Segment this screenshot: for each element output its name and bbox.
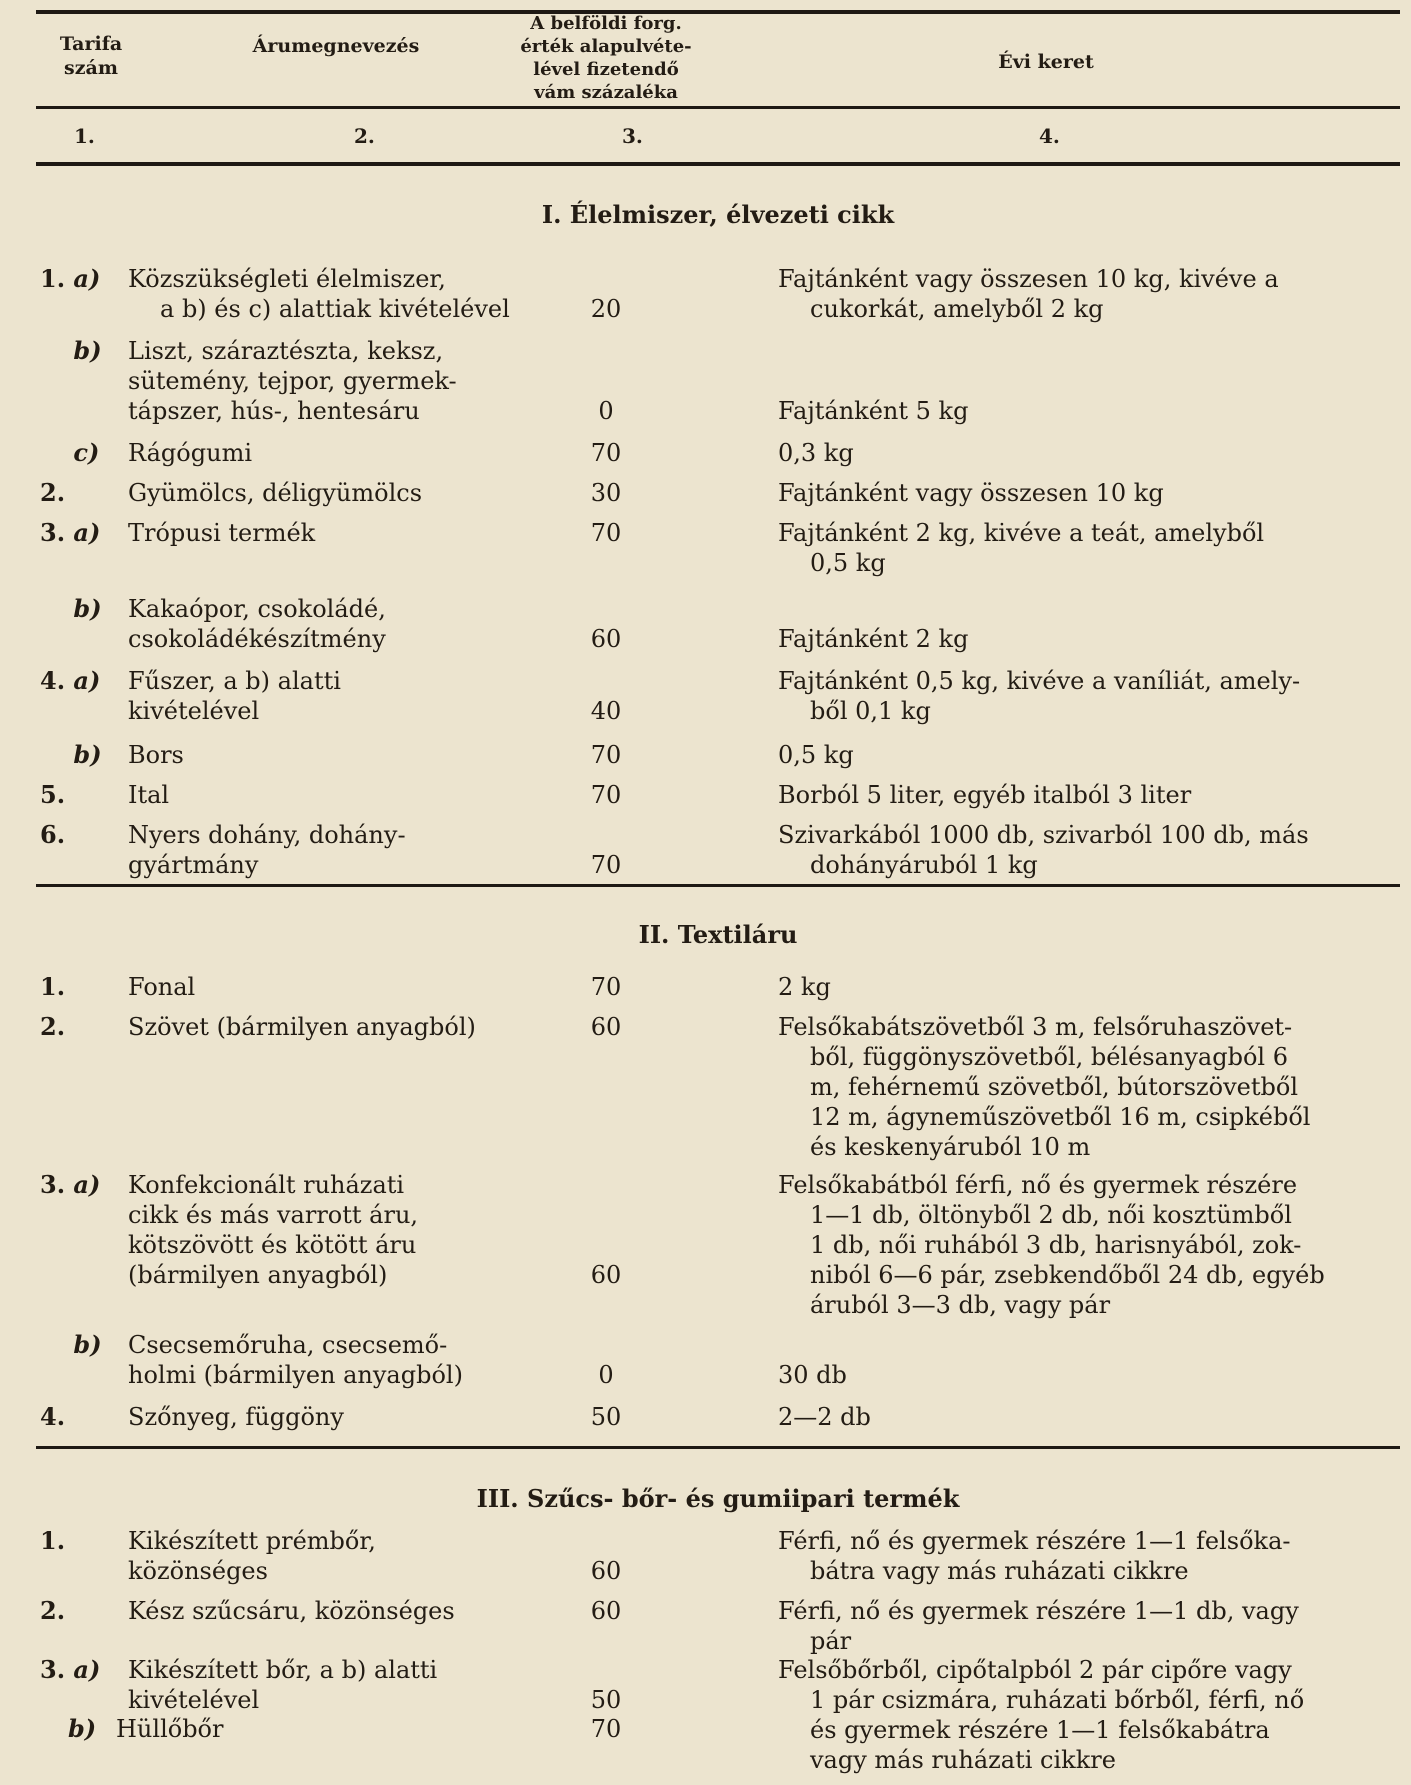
item-name: Rágógumi [128,439,252,467]
item-name: Konfekcionált ruházati cikk és más varrott áru, kötszövött és kötött áru (bármilyen anyagból) [128,1171,419,1289]
header-vam-line3: lével fizetendő [533,59,679,80]
header-evi-keret: Évi keret [998,51,1094,73]
annual-quota: 30 db [778,1361,847,1389]
annual-quota: 0,5 kg [778,741,854,769]
column-number-4: 4. [1039,124,1060,148]
annual-quota: 2 kg [778,973,831,1001]
item-name: Kikészített prémbőr, közönséges [128,1527,376,1585]
row-number: 1. a) [40,264,101,293]
item-name: Fonal [128,973,196,1001]
row-number: b) [73,1330,102,1359]
section-title-2: II. Textiláru [638,920,798,949]
header-vam-line2: érték alapulvéte- [520,36,692,57]
duty-rate: 70 [590,439,622,467]
header-tarifa-line1: Tarifa [59,33,123,55]
header-tarifa-line2: szám [64,57,118,79]
item-name: Bors [128,741,184,769]
annual-quota: Fajtánként vagy összesen 10 kg, kivéve a cukorkát, amelyből 2 kg [778,265,1279,323]
item-name: Szőnyeg, függöny [128,1403,344,1431]
header-vam-line1: A belföldi forg. [530,13,682,34]
duty-rate: 20 [590,295,622,323]
row-number: 4. [40,1402,66,1431]
duty-rate: 60 [590,1597,622,1625]
duty-rate: 60 [590,625,622,653]
item-name: Kikészített bőr, a b) alatti kivételével [128,1656,438,1714]
annual-quota: Felsőbőrből, cipőtalpból 2 pár cipőre vagy 1 pár csizmára, ruházati bőrből, férfi, nő és gyermek részére 1—1 felsőkabátra vagy más ruházati cikkre [778,1656,1305,1774]
row-number: b) [73,594,102,623]
duty-rate: 70 [590,781,622,809]
row-number: b) [73,336,102,365]
row-number: 1. [40,972,66,1001]
item-name: Szövet (bármilyen anyagból) [128,1013,476,1041]
item-name: Csecsemőruha, csecsemő- holmi (bármilyen anyagból) [128,1331,463,1389]
column-number-1: 1. [74,124,95,148]
row-number: 5. [40,780,66,809]
column-number-2: 2. [354,124,375,148]
row-number: 2. [40,1012,66,1041]
annual-quota: Szivarkából 1000 db, szivarból 100 db, más dohányáruból 1 kg [778,821,1309,879]
row-number: 3. a) [40,1655,101,1684]
duty-rate: 60 [590,1557,622,1585]
item-name: Liszt, száraztészta, keksz, sütemény, tejpor, gyermek- tápszer, hús-, hentesáru [128,337,457,425]
annual-quota: Férfi, nő és gyermek részére 1—1 felsőka- bátra vagy más ruházati cikkre [778,1527,1291,1585]
item-name: Közszükségleti élelmiszer, a b) és c) alattiak kivételével [128,265,510,323]
section-title-3: III. Szűcs- bőr- és gumiipari termék [476,1484,960,1513]
annual-quota: 2—2 db [778,1403,871,1431]
annual-quota: Borból 5 liter, egyéb italból 3 liter [778,781,1192,809]
duty-rate: 60 [590,1013,622,1041]
header-rule [36,106,1400,109]
section-title-1: I. Élelmiszer, élvezeti cikk [541,200,895,229]
annual-quota: Fajtánként 2 kg [778,625,969,653]
header-arumegnevezes: Árumegnevezés [252,35,420,57]
row-number: b) [73,740,102,769]
duty-rate: 30 [590,479,622,507]
annual-quota: Fajtánként 0,5 kg, kivéve a vaníliát, amely- ből 0,1 kg [778,667,1301,725]
duty-rate: 0 [598,1361,614,1389]
row-number: 1. [40,1526,66,1555]
duty-rate: 40 [590,697,622,725]
duty-rate: 50 [590,1686,622,1714]
section-rule [36,1446,1400,1449]
duty-rate: 70 [590,1715,622,1743]
duty-rate: 70 [590,851,622,879]
header-vam-szazaleka [516,12,696,104]
duty-rate: 50 [590,1403,622,1431]
duty-rate: 0 [598,397,614,425]
duty-rate: 70 [590,741,622,769]
annual-quota: Felsőkabátból férfi, nő és gyermek részére 1—1 db, öltönyből 2 db, női kosztümből 1 db, női ruhából 3 db, harisnyából, zok- niból 6—6 pár, zsebkendőből 24 db, egyéb áruból 3—3 db, vagy pár [778,1171,1325,1319]
row-number: 3. a) [40,1170,101,1199]
row-number: 2. [40,1596,66,1625]
duty-rate: 70 [590,519,622,547]
section-rule [36,884,1400,887]
row-number: c) [73,438,100,467]
item-name: Fűszer, a b) alatti kivételével [128,667,341,725]
row-number: 2. [40,478,66,507]
item-name: Trópusi termék [128,519,316,547]
column-number-rule [36,162,1400,166]
annual-quota: Fajtánként vagy összesen 10 kg [778,479,1164,507]
item-name: Nyers dohány, dohány- gyártmány [128,821,406,879]
duty-rate: 70 [590,973,622,1001]
item-name: Kész szűcsáru, közönséges [128,1597,455,1625]
item-name: Ital [128,781,170,809]
row-number: 4. a) [40,666,101,695]
row-number: 3. a) [40,518,101,547]
annual-quota: Férfi, nő és gyermek részére 1—1 db, vagy pár [778,1597,1299,1655]
top-rule [36,10,1400,14]
annual-quota: Felsőkabátszövetből 3 m, felsőruhaszövet- ből, függönyszövetből, bélésanyagból 6 m, fehérnemű szövetből, bútorszövetből 12 m, ágyneműszövetből 16 m, csipkéből és keskenyáruból 10 m [778,1013,1311,1161]
item-name: Gyümölcs, déligyümölcs [128,479,423,507]
item-name: Kakaópor, csokoládé, csokoládékészítmény [128,595,386,653]
column-number-3: 3. [622,124,643,148]
annual-quota: Fajtánként 2 kg, kivéve a teát, amelyből 0,5 kg [778,519,1265,577]
header-vam-line4: vám százaléka [534,82,678,103]
row-number: b) [68,1714,97,1743]
header-tarifa [36,32,146,80]
row-number: 6. [40,820,66,849]
item-name: Hüllőbőr [116,1715,224,1743]
annual-quota: Fajtánként 5 kg [778,397,969,425]
duty-rate: 60 [590,1261,622,1289]
annual-quota: 0,3 kg [778,439,854,467]
